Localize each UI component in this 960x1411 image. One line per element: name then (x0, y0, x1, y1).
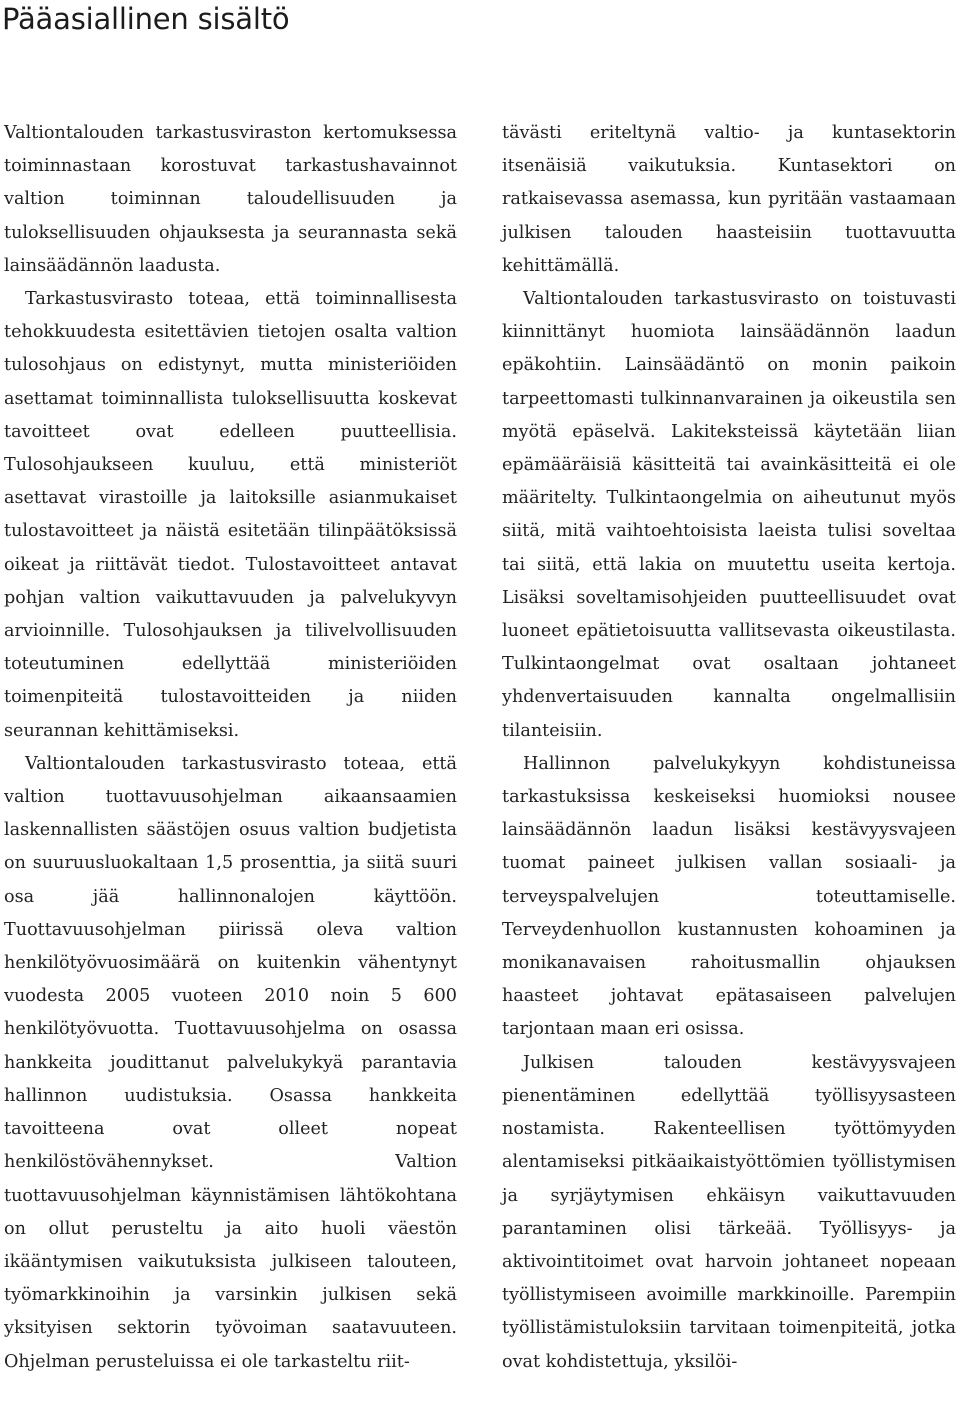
paragraph: Julkisen talouden kestävyysvajeen pienentäminen edellyttää työllisyysasteen nostamista. Rakenteellisen työttömyyden alentamiseksi pitkäaikaistyöttömien työllistymisen ja syrjäytymisen ehkäisyn vaikuttavuuden parantaminen olisi tärkeää. Työllisyys- ja aktivointitoimet ovat harvoin johtaneet nopeaan työllistymiseen avoimille markkinoille. Parempiin työllistämistuloksiin tarvitaan toimenpiteitä, jotka ovat kohdistettuja, yksilöi- (502, 1052, 956, 1372)
paragraph: Valtiontalouden tarkastusviraston kertomuksessa toiminnastaan korostuvat tarkastushavainnot valtion toiminnan taloudellisuuden ja tuloksellisuuden ohjauksesta ja seurannasta sekä lainsäädännön laadusta. (4, 123, 457, 276)
right-column (502, 117, 956, 1379)
paragraph: Hallinnon palvelukykyyn kohdistuneissa tarkastuksissa keskeiseksi huomioksi nousee lainsäädännön laadun lisäksi kestävyysvajeen tuomat paineet julkisen vallan sosiaali- ja terveyspalvelujen toteuttamiselle. Terveydenhuollon kustannusten kohoaminen ja monikanavaisen rahoitusmallin ohjauksen haasteet johtavat epätasaiseen palvelujen tarjontaan maan eri osissa. (502, 753, 956, 1040)
paragraph: Valtiontalouden tarkastusvirasto toteaa, että valtion tuottavuusohjelman aikaansaamien laskennallisten säästöjen osuus valtion budjetista on suuruusluokaltaan 1,5 prosenttia, ja siitä suuri osa jää hallinnonalojen käyttöön. Tuottavuusohjelman piirissä oleva valtion henkilötyövuosimäärä on kuitenkin vähentynyt vuodesta 2005 vuoteen 2010 noin 5 600 henkilötyövuotta. Tuottavuusohjelma on osassa hankkeita joudittanut palvelukykyä parantavia hallinnon uudistuksia. Osassa hankkeita tavoitteena ovat olleet nopeat henkilöstövähennykset. Valtion tuottavuusohjelman käynnistämisen lähtökohtana on ollut perusteltu ja aito huoli väestön ikääntymisen vaikutuksista julkiseen talouteen, työmarkkinoihin ja varsinkin julkisen sekä yksityisen sektorin työvoiman saatavuuteen. Ohjelman perusteluissa ei ole tarkasteltu riit- (4, 753, 457, 1372)
left-column (4, 117, 457, 1379)
paragraph: Valtiontalouden tarkastusvirasto on toistuvasti kiinnittänyt huomiota lainsäädännön laadun epäkohtiin. Lainsäädäntö on monin paikoin tarpeettomasti tulkinnanvarainen ja oikeustila sen myötä epäselvä. Lakiteksteissä käytetään liian epämääräisiä käsitteitä tai avainkäsitteitä ei ole määritelty. Tulkintaongelmia on aiheutunut myös siitä, mitä vaihtoehtoisista laeista tulisi soveltaa tai siitä, että lakia on muutettu useita kertoja. Lisäksi soveltamisohjeiden puutteellisuudet ovat luoneet epätietoisuutta vallitsevasta oikeustilasta. Tulkintaongelmat ovat osaltaan johtaneet yhdenvertaisuuden kannalta ongelmallisiin tilanteisiin. (502, 289, 956, 741)
paragraph: tävästi eriteltynä valtio- ja kuntasektorin itsenäisiä vaikutuksia. Kuntasektori on ratkaisevassa asemassa, kun pyritään vastaamaan julkisen talouden haasteisiin tuottavuutta kehittämällä. (502, 123, 956, 276)
page-title: Pääasiallinen sisältö (2, 2, 290, 36)
paragraph: Tarkastusvirasto toteaa, että toiminnallisesta tehokkuudesta esitettävien tietojen osalta valtion tulosohjaus on edistynyt, mutta ministeriöiden asettamat toiminnallista tuloksellisuutta koskevat tavoitteet ovat edelleen puutteellisia. Tulosohjaukseen kuuluu, että ministeriöt asettavat virastoille ja laitoksille asianmukaiset tulostavoitteet ja näistä esitetään tilinpäätöksissä oikeat ja riittävät tiedot. Tulostavoitteet antavat pohjan valtion vaikuttavuuden ja palvelukyvyn arvioinnille. Tulosohjauksen ja tilivelvollisuuden toteutuminen edellyttää ministeriöiden toimenpiteitä tulostavoitteiden ja niiden seurannan kehittämiseksi. (4, 289, 457, 741)
